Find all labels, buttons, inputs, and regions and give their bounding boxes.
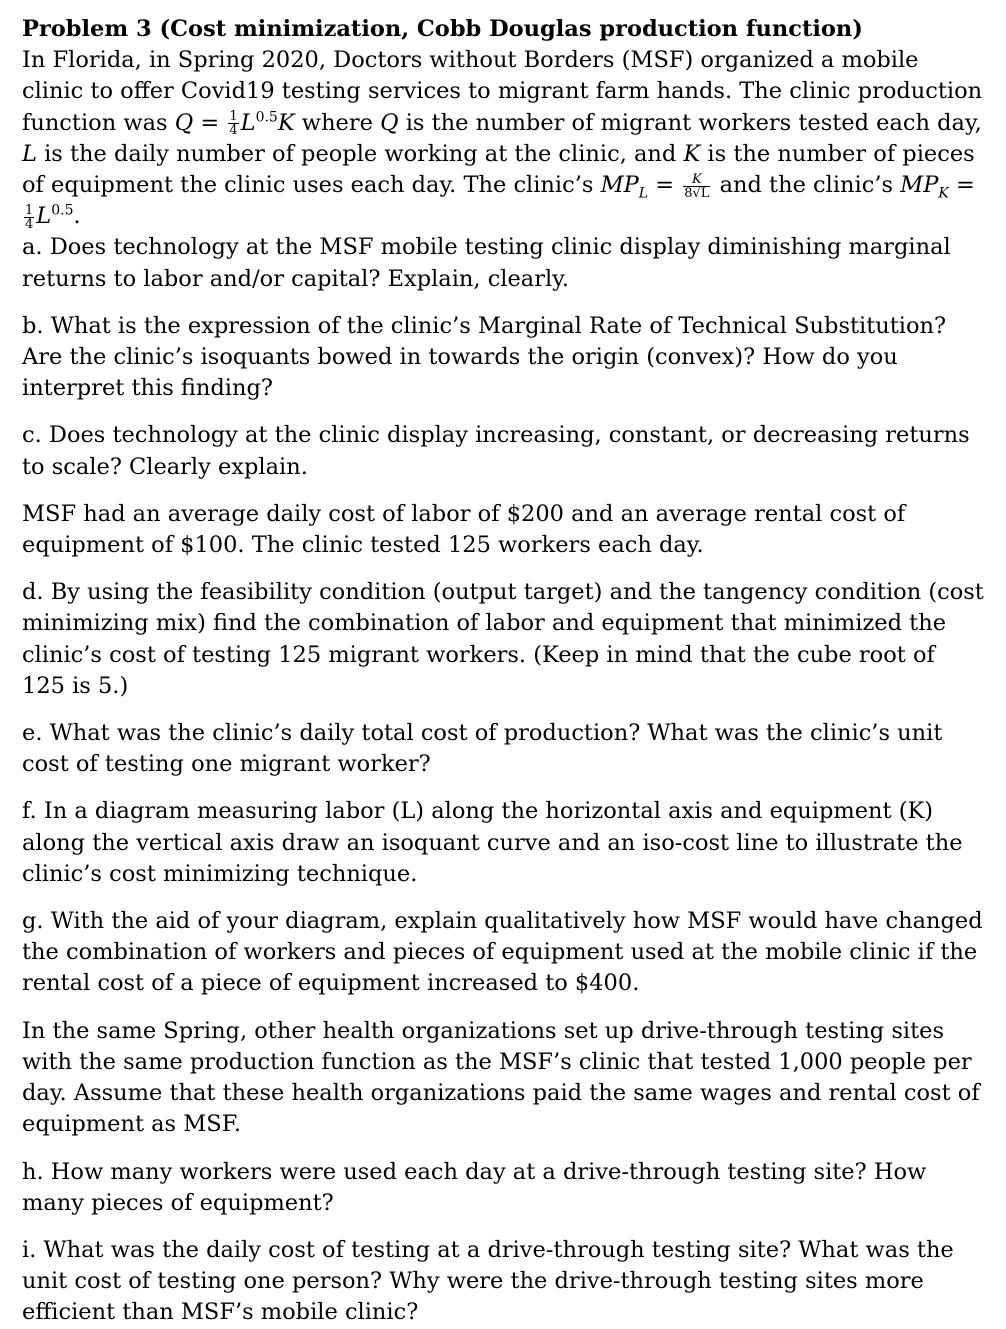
output-var: Q — [174, 109, 194, 136]
output-var-2: Q — [380, 109, 399, 136]
problem-title: Problem 3 (Cost minimization, Cobb Douglas production function) — [22, 16, 863, 42]
intro-text-6: and the clinic’s — [712, 172, 901, 199]
msf-costs-paragraph: MSF had an average daily cost of labor of $200 and an average rental cost of equipment of $100. The clinic tested 125 workers each day. — [22, 500, 906, 559]
question-b: b. What is the expression of the clinic’s Marginal Rate of Technical Substitution? Are the clinic’s isoquants bowed in towards the origin (convex)? How do you interpret this finding? — [22, 312, 947, 402]
exponent-2: 0.5 — [51, 202, 74, 219]
mpl-numerator: K — [683, 173, 710, 187]
drive-through-paragraph: In the same Spring, other health organizations set up drive-through testing sites with the same production function as the MSF’s clinic that tested 1,000 people per day. Assume that these health organizations paid the same wages and rental cost of equipment as MSF. — [22, 1017, 980, 1138]
capital-var: K — [277, 109, 295, 136]
equals-sign: = — [200, 109, 220, 136]
mpl-label: MP — [600, 172, 639, 199]
question-e: e. What was the clinic’s daily total cost of production? What was the clinic’s unit cost of testing one migrant worker? — [22, 720, 943, 778]
intro-text-4: is the daily number of people working at the clinic, and — [36, 140, 684, 167]
question-c: c. Does technology at the clinic display increasing, constant, or decreasing returns to scale? Clearly explain. — [22, 422, 970, 480]
mpk-numerator: 1 — [25, 202, 34, 218]
question-a: a. Does technology at the MSF mobile testing clinic display diminishing marginal returns to labor and/or capital? Explain, clearly. — [22, 234, 951, 292]
fraction-denominator: 4 — [229, 123, 238, 139]
labor-var: L — [240, 109, 256, 136]
intro-period: . — [73, 203, 81, 230]
capital-var-2: K — [683, 140, 701, 167]
labor-var-3: L — [36, 203, 52, 230]
equals-sign-3: = — [955, 172, 975, 199]
question-h: h. How many workers were used each day at a drive-through testing site? How many pieces of equipment? — [22, 1158, 927, 1216]
mpk-fraction — [24, 204, 34, 231]
mpl-denominator: 8√L — [684, 185, 710, 201]
labor-var-2: L — [22, 140, 37, 167]
exponent: 0.5 — [255, 109, 278, 126]
intro-text-1: In Florida, in Spring 2020, Doctors without Borders (MSF) organized a mobile clinic to offer Covid19 testing services to migrant farm hands. The clinic production function was — [22, 47, 983, 136]
intro-text-5: is the number of pieces of equipment the clinic uses each day. The clinic’s — [22, 140, 975, 199]
intro-text-3: is the number of migrant workers tested each day, — [398, 109, 982, 136]
fraction-numerator: 1 — [229, 109, 238, 125]
question-d: d. By using the feasibility condition (output target) and the tangency condition (cost minimizing mix) find the combination of labor and equipment that minimized the clinic’s cost of testing 125 migrant workers. (Keep in mind that the cube root of 125 is 5.) — [22, 579, 984, 699]
mpl-fraction — [683, 173, 710, 200]
intro-text-2: where — [294, 109, 381, 136]
intro-paragraph — [22, 45, 984, 232]
fraction-quarter — [228, 110, 238, 137]
mpl-subscript: L — [638, 185, 649, 202]
mpk-subscript: K — [938, 185, 949, 202]
question-f: f. In a diagram measuring labor (L) along the horizontal axis and equipment (K) along the vertical axis draw an isoquant curve and an iso-cost line to illustrate the clinic’s cost minimizing technique. — [22, 798, 963, 887]
question-i: i. What was the daily cost of testing at a drive-through testing site? What was the unit cost of testing one person? Why were the drive-through testing sites more efficient than MSF’s mobile clinic? — [22, 1236, 954, 1326]
question-g: g. With the aid of your diagram, explain qualitatively how MSF would have changed the combination of workers and pieces of equipment used at the mobile clinic if the rental cost of a piece of equipment increased to $400. — [22, 908, 983, 997]
mpk-label: MP — [900, 172, 939, 199]
equals-sign-2: = — [655, 172, 675, 199]
mpk-denominator: 4 — [25, 216, 34, 232]
